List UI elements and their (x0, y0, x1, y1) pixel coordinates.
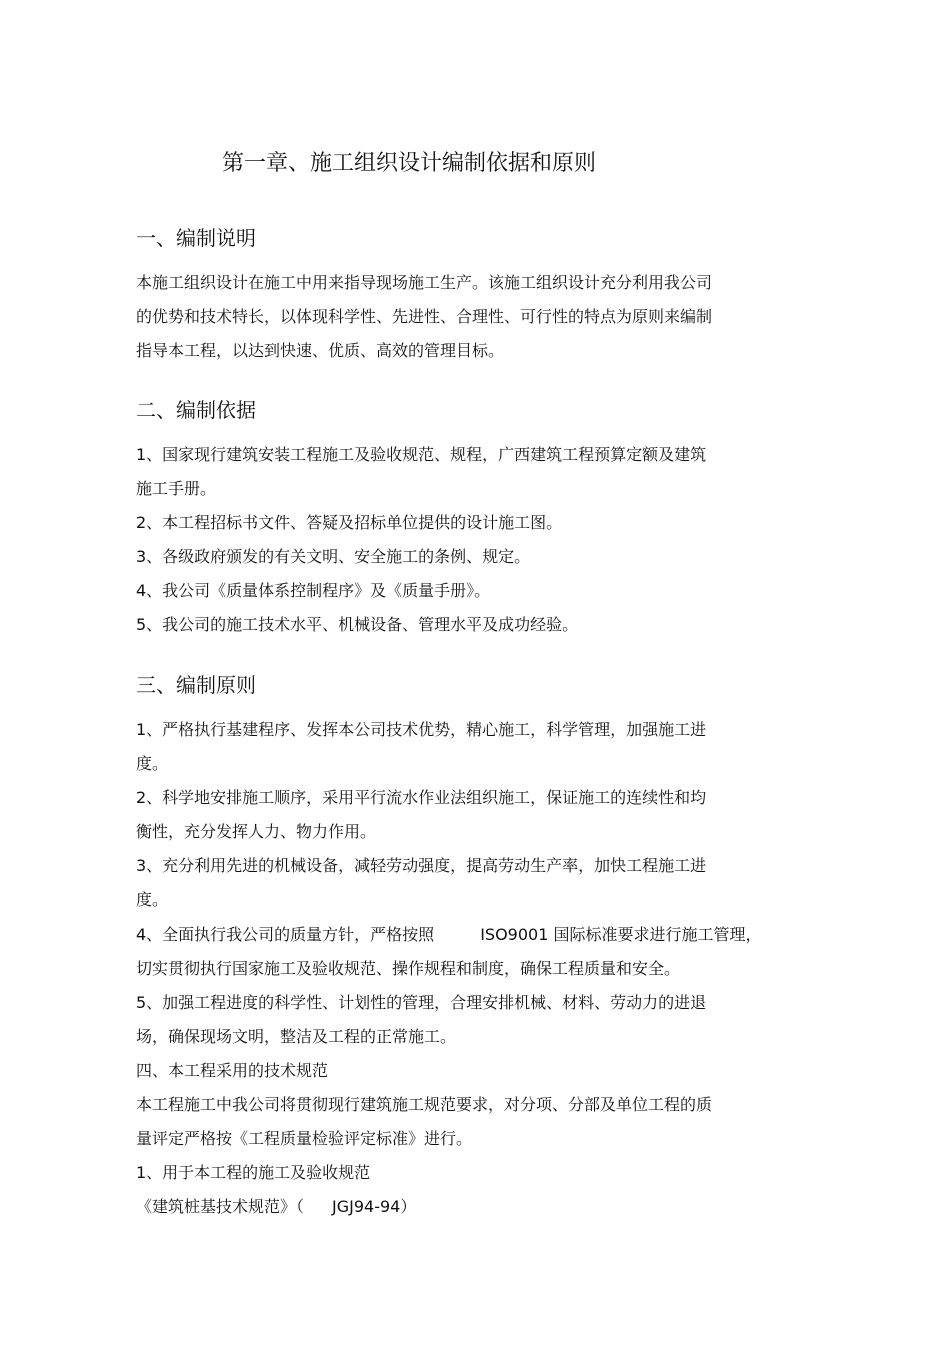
line-segment: 4、全面执行我公司的质量方针，严格按照 (136, 925, 435, 944)
paragraph-line: 量评定严格按《工程质量检验评定标准》进行。 (136, 1129, 473, 1148)
line-segment: JGJ94-94） (332, 1197, 417, 1216)
list-item-line: 衡性，充分发挥人力、物力作用。 (136, 822, 377, 841)
list-item-line: 场，确保现场文明，整洁及工程的正常施工。 (136, 1027, 457, 1046)
list-item-line (136, 1190, 416, 1224)
list-item-line: 1、国家现行建筑安装工程施工及验收规范、规程，广西建筑工程预算定额及建筑 (136, 445, 707, 464)
line-segment: 《建筑桩基技术规范》（ (136, 1197, 305, 1216)
paragraph-line: 本施工组织设计在施工中用来指导现场施工生产。该施工组织设计充分利用我公司 (136, 273, 713, 292)
list-item-line: 2、科学地安排施工顺序，采用平行流水作业法组织施工，保证施工的连续性和均 (136, 788, 707, 807)
list-item-line: 2、本工程招标书文件、答疑及招标单位提供的设计施工图。 (136, 513, 563, 532)
list-item-line (136, 918, 761, 952)
list-item-line: 1、用于本工程的施工及验收规范 (136, 1163, 371, 1182)
section-heading-4: 四、本工程采用的技术规范 (136, 1061, 329, 1080)
list-item-line: 切实贯彻执行国家施工及验收规范、操作规程和制度，确保工程质量和安全。 (136, 959, 681, 978)
list-item-line: 3、各级政府颁发的有关文明、安全施工的条例、规定。 (136, 547, 531, 566)
paragraph-line: 指导本工程，以达到快速、优质、高效的管理目标。 (136, 341, 505, 360)
list-item-line: 度。 (136, 890, 169, 909)
section-heading-1: 一、编制说明 (136, 226, 256, 250)
list-item-line: 5、我公司的施工技术水平、机械设备、管理水平及成功经验。 (136, 615, 579, 634)
list-item-line: 施工手册。 (136, 479, 217, 498)
paragraph-line: 的优势和技术特长，以体现科学性、先进性、合理性、可行性的特点为原则来编制 (136, 307, 713, 326)
list-item-line: 4、我公司《质量体系控制程序》及《质量手册》。 (136, 581, 491, 600)
paragraph-line: 本工程施工中我公司将贯彻现行建筑施工规范要求，对分项、分部及单位工程的质 (136, 1095, 713, 1114)
section-heading-3: 三、编制原则 (136, 673, 256, 697)
list-item-line: 度。 (136, 754, 169, 773)
chapter-title: 第一章、施工组织设计编制依据和原则 (222, 151, 597, 176)
line-segment: ISO9001 国际标准要求进行施工管理， (480, 925, 762, 944)
list-item-line: 3、充分利用先进的机械设备，减轻劳动强度，提高劳动生产率，加快工程施工进 (136, 856, 707, 875)
list-item-line: 5、加强工程进度的科学性、计划性的管理，合理安排机械、材料、劳动力的进退 (136, 993, 707, 1012)
list-item-line: 1、严格执行基建程序、发挥本公司技术优势，精心施工，科学管理，加强施工进 (136, 720, 707, 739)
section-heading-2: 二、编制依据 (136, 398, 256, 422)
